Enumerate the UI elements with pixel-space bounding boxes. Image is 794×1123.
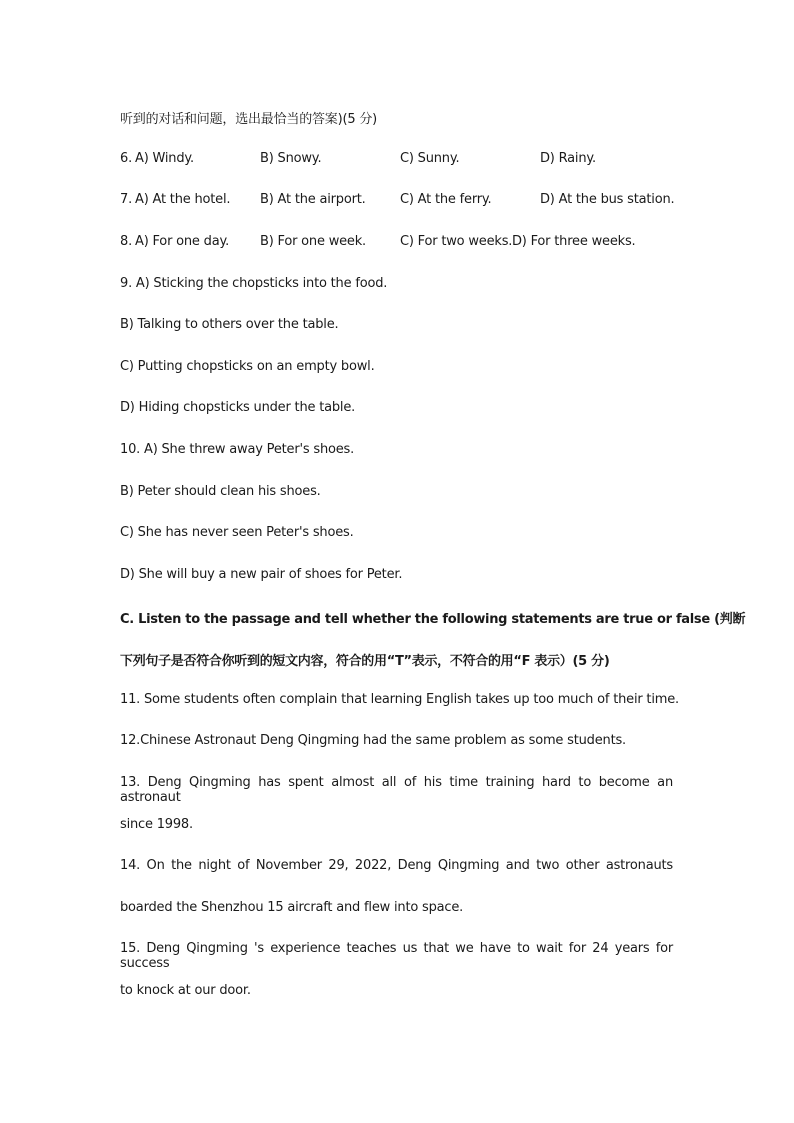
listening-instructions: 听到的对话和问题，选出最恰当的答案)(5 分) [120,112,378,127]
statement-13-line-1: 13. Deng Qingming has spent almost all of his time training hard to become an astronaut [120,775,673,805]
question-9-option-d: D) Hiding chopsticks under the table. [120,400,356,415]
statement-11: 11. Some students often complain that learning English takes up too much of their time. [120,692,679,707]
question-8-option-d: D) For three weeks. [512,234,636,249]
question-6-option-d: D) Rainy. [540,151,596,166]
question-10-option-a: 10. A) She threw away Peter's shoes. [120,442,355,457]
question-7-option-d: D) At the bus station. [540,192,675,207]
statement-12: 12.Chinese Astronaut Deng Qingming had the same problem as some students. [120,733,626,748]
question-10-option-c: C) She has never seen Peter's shoes. [120,525,354,540]
question-7-number: 7. [120,192,133,207]
question-6-option-b: B) Snowy. [260,151,322,166]
question-6-option-c: C) Sunny. [400,151,460,166]
statement-14-line-1: 14. On the night of November 29, 2022, Deng Qingming and two other astronauts [120,858,673,873]
statement-15-line-2: to knock at our door. [120,983,251,998]
statement-15-line-1: 15. Deng Qingming 's experience teaches us that we have to wait for 24 years for success [120,941,673,971]
question-10-option-b: B) Peter should clean his shoes. [120,484,321,499]
section-c-heading: C. Listen to the passage and tell whether the following statements are true or false (判断 [120,612,746,627]
question-8-option-a: A) For one day. [135,234,230,249]
question-6-number: 6. [120,151,133,166]
question-8-option-c: C) For two weeks. [400,234,513,249]
statement-14-line-2: boarded the Shenzhou 15 aircraft and flew into space. [120,900,464,915]
question-8-option-b: B) For one week. [260,234,366,249]
question-6-option-a: A) Windy. [135,151,194,166]
question-9-option-a: 9. A) Sticking the chopsticks into the food. [120,276,388,291]
question-7-option-b: B) At the airport. [260,192,366,207]
question-8-number: 8. [120,234,133,249]
question-7-option-c: C) At the ferry. [400,192,492,207]
question-7-option-a: A) At the hotel. [135,192,231,207]
question-10-option-d: D) She will buy a new pair of shoes for Peter. [120,567,403,582]
question-9-option-c: C) Putting chopsticks on an empty bowl. [120,359,375,374]
statement-13-line-2: since 1998. [120,817,193,832]
section-c-instructions: 下列句子是否符合你听到的短文内容，符合的用“T”表示，不符合的用“F 表示）(5 分) [120,654,610,669]
question-9-option-b: B) Talking to others over the table. [120,317,339,332]
